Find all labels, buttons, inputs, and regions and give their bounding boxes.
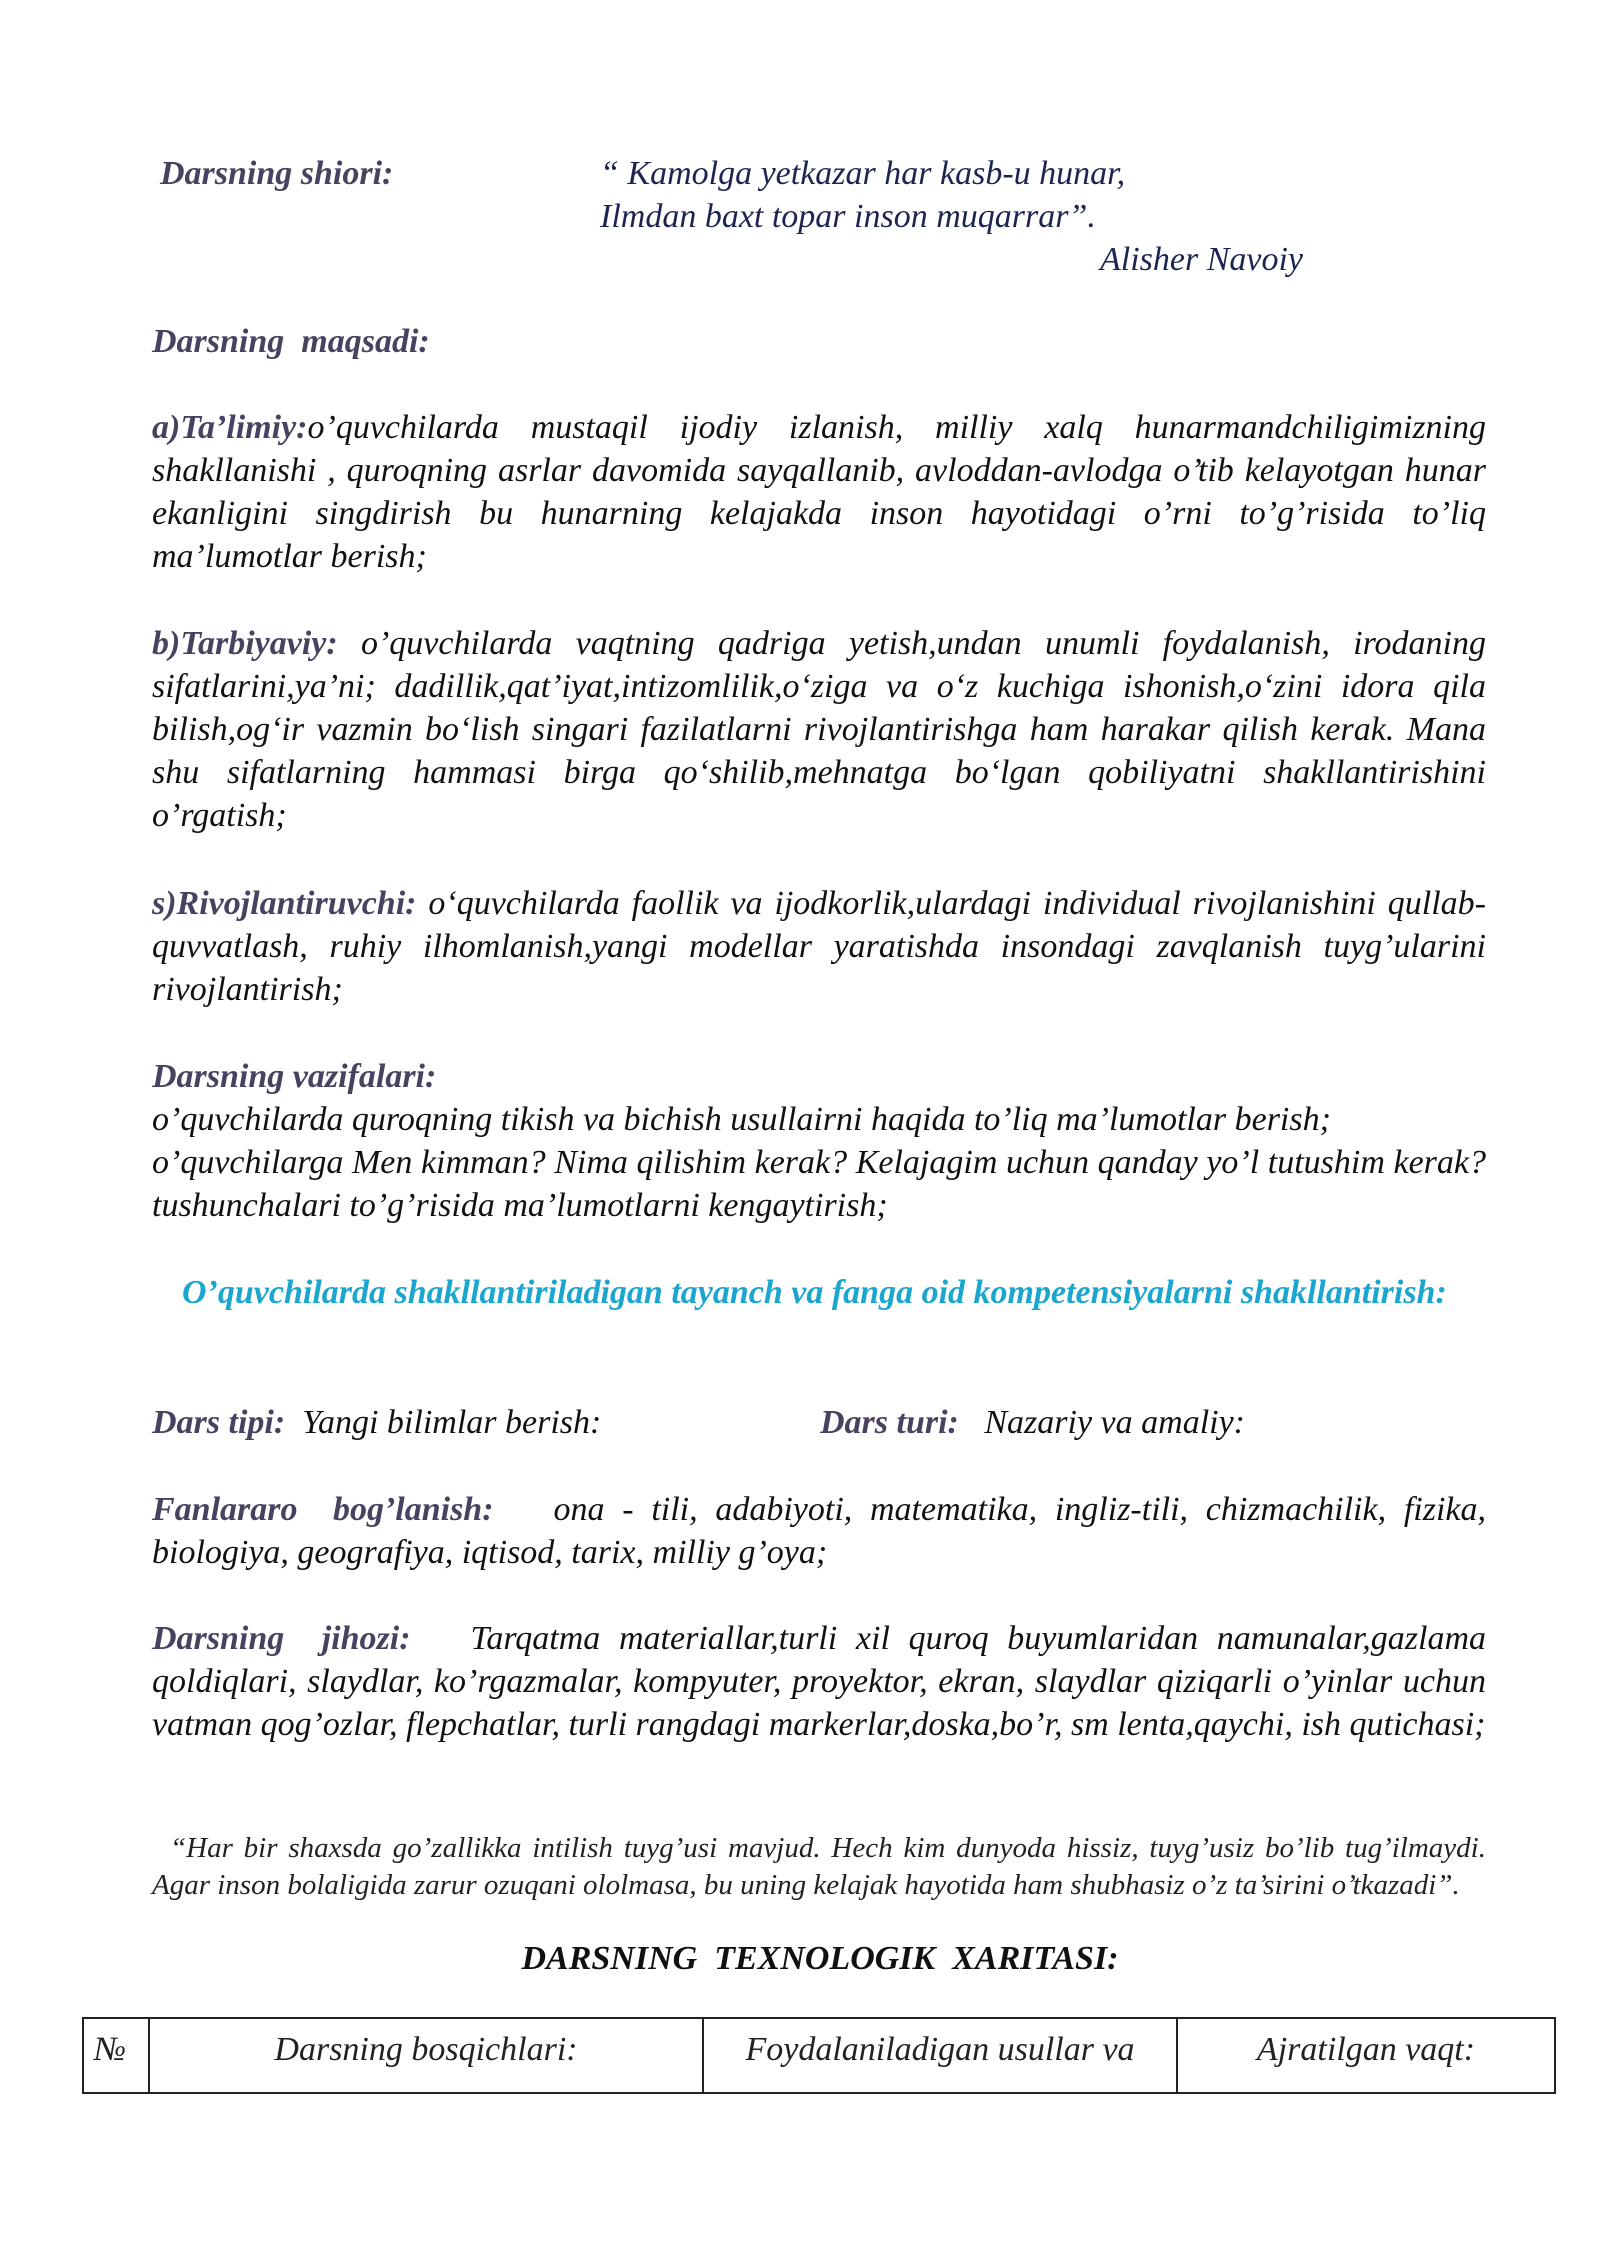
goal-educational [152, 406, 1486, 578]
lesson-kind-value: Nazariy va amaliy: [984, 1404, 1246, 1441]
table-header-methods: Foydalaniladigan usullar va [703, 2018, 1177, 2093]
goal-upbringing [152, 622, 1486, 837]
epigraph: “Har bir shaxsda go’zallikka intilish tuyg’usi mavjud. Hech kim dunyoda hissiz, tuyg’usiz bo’lib tug’ilmaydi. Agar inson bolaligida zarur ozuqani ololmasa, bu uning kelajak hayotida ham shubhasiz o’z ta’sirini o’tkazadi”. [152, 1832, 1486, 1901]
tech-map-table [82, 2017, 1556, 2094]
lesson-kind-label: Dars turi: [820, 1404, 959, 1441]
interdisciplinary-text: ona - tili, adabiyoti, matematika, ingliz-tili, chizmachilik, fizika, biologiya, geografiya, iqtisod, tarix, milliy g’oya; [152, 1491, 1486, 1571]
lesson-type-value: Yangi bilimlar berish: [302, 1404, 602, 1441]
lesson-type-label: Dars tipi: [152, 1404, 286, 1441]
goal-upbringing-text: o’quvchilarda vaqtning qadriga yetish,undan unumli foydalanish, irodaning sifatlarini,ya’ni; dadillik,qat’iyat,intizomlilik,o‘ziga va o‘z kuchiga ishonish,o‘zini idora qila bilish,og‘ir vazmin bo‘lish singari fazilatlarni rivojlantirishga ham harakar qilish kerak. Mana shu sifatlarning hammasi birga qo‘shilib,mehnatga bo‘lgan qobiliyatni shakllantirishini o’rgatish; [152, 625, 1486, 834]
table-header-row [83, 2018, 1555, 2093]
goal-developmental-label: s)Rivojlantiruvchi: [152, 885, 417, 922]
goal-developmental-text: o‘quvchilarda faollik va ijodkorlik,ulardagi individual rivojlanishini qullab-quvvatlash, ruhiy ilhomlanish,yangi modellar yaratishda insondagi zavqlanish tuyg’ularini rivojlantirish; [152, 885, 1486, 1008]
table-header-stages: Darsning bosqichlari: [149, 2018, 703, 2093]
goals-title: Darsning maqsadi: [152, 323, 430, 360]
goal-developmental [152, 882, 1486, 1011]
motto-author: Alisher Navoiy [1100, 241, 1304, 278]
equipment-text: Tarqatma materiallar,turli xil quroq buyumlaridan namunalar,gazlama qoldiqlari, slaydlar, ko’rgazmalar, kompyuter, proyektor, ekran, slaydlar qiziqarli o’yinlar uchun vatman qog’ozlar, flepchatlar, turli rangdagi markerlar,doska,bo’r, sm lenta,qaychi, ish qutichasi; [152, 1620, 1486, 1743]
tasks-title: Darsning vazifalari: [152, 1058, 437, 1095]
lesson-type [152, 1401, 601, 1444]
goal-educational-text: o’quvchilarda mustaqil ijodiy izlanish, milliy xalq hunarmandchiligimizning shakllanishi , quroqning asrlar davomida sayqallanib, avloddan-avlodga o’tib kelayotgan hunar ekanligini singdirish bu hunarning kelajakda inson hayotidagi o’rni to’g’risida to’liq ma’lumotlar berish; [152, 409, 1486, 575]
equipment [152, 1617, 1486, 1746]
goal-upbringing-label: b)Tarbiyaviy: [152, 625, 338, 662]
equipment-label: Darsning jihozi: [152, 1620, 411, 1657]
interdisciplinary-label: Fanlararo bog’lanish: [152, 1491, 494, 1528]
table-header-number: № [83, 2018, 149, 2093]
motto-label: Darsning shiori: [160, 155, 394, 192]
motto-line-1: “ Kamolga yetkazar har kasb-u hunar, [600, 155, 1126, 192]
interdisciplinary [152, 1488, 1486, 1574]
tasks-line-1: o’quvchilarda quroqning tikish va bichish usullairni haqida to’liq ma’lumotlar berish; [152, 1101, 1331, 1138]
goal-educational-label: a)Ta’limiy: [152, 409, 308, 446]
table-header-time: Ajratilgan vaqt: [1177, 2018, 1555, 2093]
lesson-kind [820, 1401, 1245, 1444]
motto-line-2: Ilmdan baxt topar inson muqarrar”. [600, 198, 1096, 235]
competencies-heading: O’quvchilarda shakllantiriladigan tayanch va fanga oid kompetensiyalarni shakllantirish: [182, 1274, 1447, 1311]
tasks-line-2: o’quvchilarga Men kimman? Nima qilishim kerak? Kelajagim uchun qanday yo’l tutushim kerak? tushunchalari to’g’risida ma’lumotlarni kengaytirish; [152, 1144, 1486, 1224]
map-title: DARSNING TEXNOLOGIK XARITASI: [521, 1940, 1119, 1977]
